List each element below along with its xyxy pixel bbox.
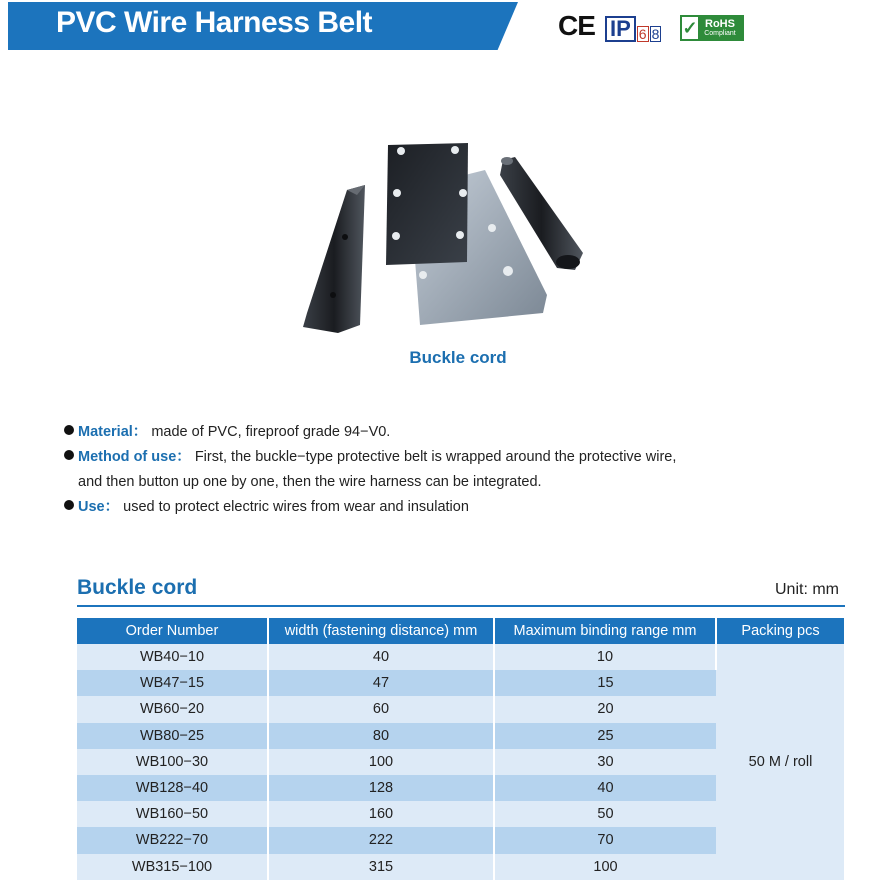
spec-table <box>77 618 844 880</box>
product-photo <box>295 135 595 345</box>
check-icon: ✓ <box>682 17 698 38</box>
feature-label: Use： <box>78 499 120 515</box>
width-cell: 47 <box>268 670 494 696</box>
section-divider <box>77 605 845 607</box>
feature-list <box>64 420 676 520</box>
feature-text: made of PVC, fireproof grade 94−V0. <box>151 424 391 440</box>
ip-digit-2: 8 <box>651 26 660 42</box>
rohs-sublabel: Compliant <box>704 29 736 37</box>
column-header: Order Number <box>77 618 268 644</box>
order-number-cell: WB128−40 <box>77 775 268 801</box>
feature-text-continuation: and then button up one by one, then the wire harness can be integrated. <box>78 474 542 490</box>
order-number-cell: WB80−25 <box>77 723 268 749</box>
bullet-icon <box>64 425 74 435</box>
ce-mark-logo: CE <box>558 10 595 41</box>
feature-text: used to protect electric wires from wear and insulation <box>123 499 469 515</box>
binding-range-cell: 40 <box>494 775 716 801</box>
binding-range-cell: 10 <box>494 644 716 670</box>
binding-range-cell: 20 <box>494 696 716 722</box>
rohs-label: RoHS <box>705 17 735 30</box>
width-cell: 80 <box>268 723 494 749</box>
order-number-cell: WB222−70 <box>77 827 268 853</box>
table-header-row <box>77 618 844 644</box>
order-number-cell: WB160−50 <box>77 801 268 827</box>
rohs-compliant-logo <box>680 15 744 41</box>
width-cell: 128 <box>268 775 494 801</box>
feature-label: Method of use： <box>78 449 191 465</box>
order-number-cell: WB100−30 <box>77 749 268 775</box>
ip-label: IP <box>605 16 636 42</box>
column-header: width (fastening distance) mm <box>268 618 494 644</box>
table-row <box>77 644 844 670</box>
binding-range-cell: 50 <box>494 801 716 827</box>
column-header: Maximum binding range mm <box>494 618 716 644</box>
binding-range-cell: 100 <box>494 854 716 880</box>
unit-label: Unit: mm <box>775 581 839 598</box>
order-number-cell: WB60−20 <box>77 696 268 722</box>
ip-digit-1: 6 <box>638 26 647 42</box>
feature-label: Material： <box>78 424 148 440</box>
width-cell: 40 <box>268 644 494 670</box>
bullet-icon <box>64 500 74 510</box>
section-title: Buckle cord <box>77 576 198 599</box>
column-header: Packing pcs <box>716 618 844 644</box>
feature-text: First, the buckle−type protective belt is wrapped around the protective wire, <box>194 449 677 465</box>
bullet-icon <box>64 450 74 460</box>
binding-range-cell: 25 <box>494 723 716 749</box>
binding-range-cell: 30 <box>494 749 716 775</box>
page-title: PVC Wire Harness Belt <box>56 6 373 39</box>
order-number-cell: WB40−10 <box>77 644 268 670</box>
width-cell: 60 <box>268 696 494 722</box>
order-number-cell: WB315−100 <box>77 854 268 880</box>
width-cell: 315 <box>268 854 494 880</box>
order-number-cell: WB47−15 <box>77 670 268 696</box>
width-cell: 100 <box>268 749 494 775</box>
list-item <box>64 420 676 445</box>
list-item <box>64 445 676 470</box>
ip68-rating-logo <box>605 16 661 42</box>
packing-cell: 50 M / roll <box>716 644 844 880</box>
width-cell: 160 <box>268 801 494 827</box>
figure-caption: Buckle cord <box>409 348 507 367</box>
binding-range-cell: 15 <box>494 670 716 696</box>
list-item <box>64 495 676 520</box>
binding-range-cell: 70 <box>494 827 716 853</box>
width-cell: 222 <box>268 827 494 853</box>
